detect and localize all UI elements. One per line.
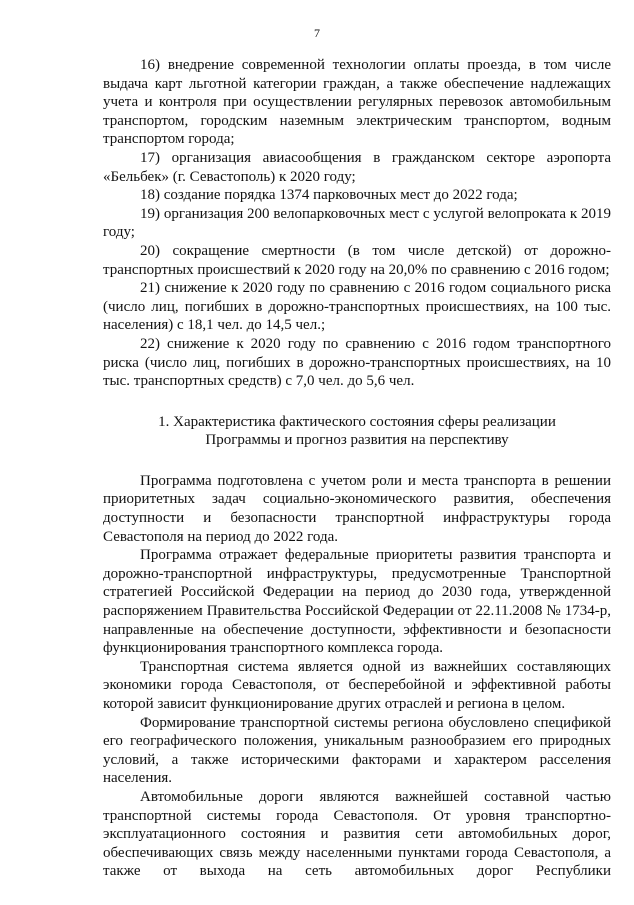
paragraph: Формирование транспортной системы региона обусловлено спецификой его географического положения, уникальным разнообразием его природных условий, а также историческими факторами и характером расселения населения. <box>103 714 611 787</box>
list-item: 19) организация 200 велопарковочных мест с услугой велопроката к 2019 году; <box>103 205 611 241</box>
list-item: 22) снижение к 2020 году по сравнению с 2016 годом транспортного риска (число лиц, погибших в дорожно-транспортных происшествиях, на 10 тыс. транспортных средств) с 7,0 чел. до 5,6 чел. <box>103 335 611 390</box>
list-item: 17) организация авиасообщения в гражданском секторе аэропорта «Бельбек» (г. Севастополь) к 2020 году; <box>103 149 611 185</box>
list-item: 21) снижение к 2020 году по сравнению с 2016 годом социального риска (число лиц, погибших в дорожно-транспортных происшествиях, на 100 тыс. населения) с 18,1 чел. до 14,5 чел.; <box>103 280 611 334</box>
section-heading-line: Программы и прогноз развития на перспективу <box>205 432 509 449</box>
page-number: 7 <box>314 26 320 40</box>
document-body <box>103 56 611 881</box>
paragraph: Автомобильные дороги являются важнейшей составной частью транспортной системы города Севастополя. От уровня транспортно-эксплуатационного состояния и развития сети автомобильных дорог, обеспечивающих связь между населенными пунктами города Севастополя, а также от выхода на сеть автомобильных дорог Республики <box>103 788 611 880</box>
list-item: 18) создание порядка 1374 парковочных мест до 2022 года; <box>140 187 518 204</box>
paragraph: Программа подготовлена с учетом роли и места транспорта в решении приоритетных задач социально-экономического развития, обеспечения доступности и безопасности транспортной инфраструктуры города Севастополя на период до 2022 года. <box>103 472 611 545</box>
section-heading-line: 1. Характеристика фактического состояния сферы реализации <box>158 413 556 430</box>
section-heading <box>103 413 611 450</box>
target-indicators-list <box>103 56 611 391</box>
paragraph: Транспортная система является одной из важнейших составляющих экономики города Севастополя, от бесперебойной и эффективной работы которой зависит функционирование других отраслей и региона в целом. <box>103 658 611 712</box>
paragraph: Программа отражает федеральные приоритеты развития транспорта и дорожно-транспортной инфраструктуры, предусмотренные Транспортной стратегией Российской Федерации на период до 2030 года, утвержденной распоряжением Правительства Российской Федерации от 22.11.2008 № 1734-р, направленные на обеспечение доступности, эффективности и безопасности функционирования транспортного комплекса города. <box>103 547 611 657</box>
section-body <box>103 472 611 881</box>
list-item: 20) сокращение смертности (в том числе детской) от дорожно-транспортных происшествий к 2020 году на 20,0% по сравнению с 2016 годом; <box>103 242 611 278</box>
list-item: 16) внедрение современной технологии оплаты проезда, в том числе выдача карт льготной категории граждан, а также обеспечение надлежащих учета и контроля при осуществлении регулярных перевозок автомобильным транспортом, городским наземным электрическим транспортом, водным транспортом города; <box>103 57 611 148</box>
